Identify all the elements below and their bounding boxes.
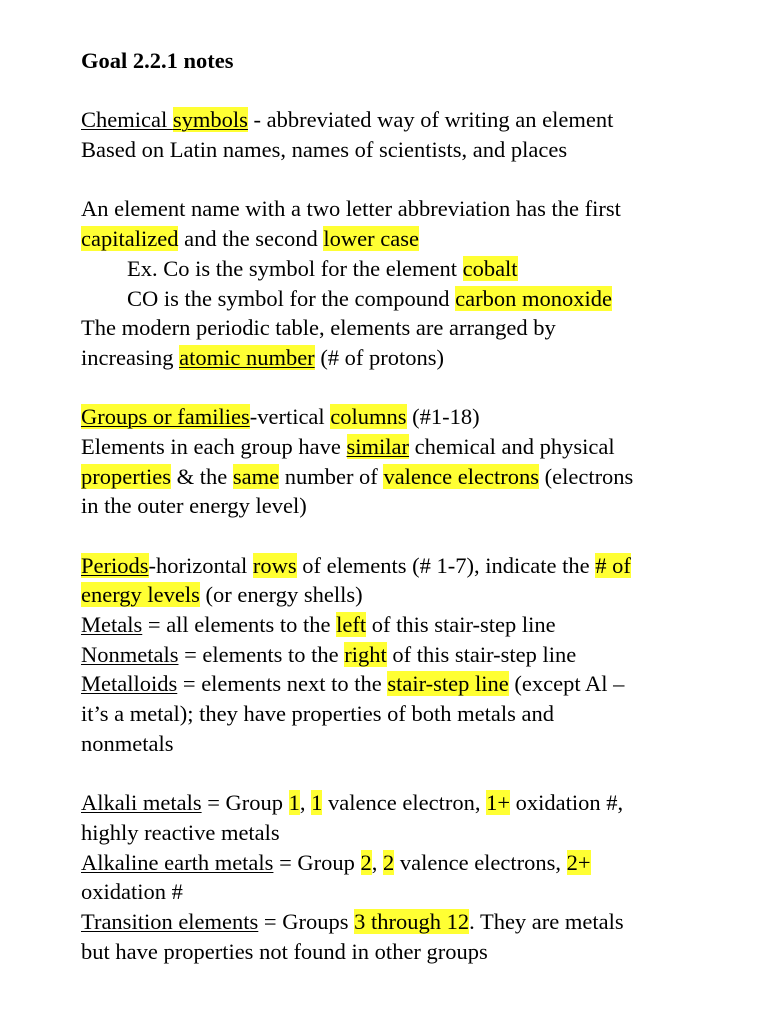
text-segment: & the [170,463,233,489]
text-segment: (or energy shells) [199,582,363,608]
text-segment: of this stair-step line [386,641,577,667]
text-segment: = all elements to the [142,612,337,638]
text-segment: . They are metals [469,908,624,934]
underlined-term: Transition elements [81,908,259,934]
text-segment: = Group [273,849,361,875]
note-line [81,224,741,254]
highlighted-term: columns [330,404,407,430]
note-line [81,254,741,284]
note-line [81,848,741,878]
text-segment: nonmetals [81,730,174,756]
note-line [81,877,741,907]
text-segment: chemical and physical [409,433,615,459]
blank-line [81,521,741,551]
highlighted-term: stair-step line [387,671,509,697]
highlighted-underlined-term: Periods [81,552,149,578]
notes-page [81,46,741,966]
note-line [81,284,741,314]
note-line [81,937,741,967]
highlighted-term: capitalized [81,226,179,252]
note-line [81,402,741,432]
text-segment: but have properties not found in other groups [81,938,488,964]
underlined-term: Metalloids [81,671,178,697]
blank-line [81,759,741,789]
text-segment: in the outer energy level) [81,493,307,519]
text-segment: of elements (# 1-7), indicate the [296,552,596,578]
text-segment: - abbreviated way of writing an element [247,107,614,133]
text-segment: (electrons [538,463,634,489]
highlighted-underlined-term: Groups or families [81,404,250,430]
underlined-term: Nonmetals [81,641,179,667]
note-line [81,669,741,699]
highlighted-underlined-term: similar [346,433,410,459]
note-line [81,729,741,759]
text-segment: = Group [201,790,289,816]
text-segment: The modern periodic table, elements are arranged by [81,315,556,341]
note-line [81,462,741,492]
note-line [81,105,741,135]
text-segment: Elements in each group have [81,433,347,459]
note-line [81,491,741,521]
text-segment: CO is the symbol for the compound [127,285,456,311]
text-segment: it’s a metal); they have properties of both metals and [81,701,554,727]
highlighted-term: carbon monoxide [455,285,612,311]
text-segment: (# of protons) [314,344,445,370]
note-line [81,788,741,818]
text-segment: increasing [81,344,180,370]
blank-line [81,165,741,195]
highlighted-term: same [232,463,280,489]
text-segment: , [299,790,312,816]
highlighted-term: # of [595,552,631,578]
highlighted-term: 2 [360,849,372,875]
highlighted-term: 1 [288,790,300,816]
highlighted-term: cobalt [462,255,518,281]
note-line [81,699,741,729]
blank-line [81,373,741,403]
highlighted-term: valence electrons [383,463,539,489]
highlighted-term: 2+ [566,849,591,875]
highlighted-term: 1 [311,790,323,816]
text-segment: = elements next to the [177,671,388,697]
text-segment: oxidation # [81,879,183,905]
note-line [81,610,741,640]
text-segment: highly reactive metals [81,819,280,845]
text-segment: (#1-18) [406,404,480,430]
highlighted-underlined-term: symbols [172,107,248,133]
underlined-term: Metals [81,612,143,638]
text-segment: , [371,849,383,875]
text-segment: valence electron, [322,790,487,816]
note-line [81,907,741,937]
spacer [81,76,741,106]
note-line [81,343,741,373]
text-segment: = elements to the [178,641,345,667]
note-line [81,640,741,670]
underlined-term: Alkaline earth metals [81,849,274,875]
highlighted-term: energy levels [81,582,200,608]
text-segment: -vertical [249,404,331,430]
text-segment: of this stair-step line [366,612,556,638]
highlighted-term: 2 [383,849,395,875]
text-segment: -horizontal [148,552,253,578]
notes-title: Goal 2.2.1 notes [81,48,234,73]
highlighted-term: right [344,641,387,667]
note-line [81,135,741,165]
text-segment: = Groups [258,908,355,934]
note-line [81,313,741,343]
highlighted-term: rows [252,552,297,578]
text-segment: and the second [178,226,324,252]
text-segment: valence electrons, [394,849,567,875]
note-line [81,194,741,224]
text-segment: An element name with a two letter abbreviation has the first [81,196,621,222]
underlined-term: Alkali metals [81,790,202,816]
highlighted-term: 1+ [486,790,511,816]
note-line [81,432,741,462]
underlined-term: Chemical [81,107,173,133]
note-line [81,580,741,610]
highlighted-term: lower case [323,226,419,252]
text-segment: number of [279,463,384,489]
notes-body [81,105,741,966]
highlighted-underlined-term: atomic number [179,344,315,370]
highlighted-term: properties [81,463,171,489]
highlighted-term: 3 through 12 [354,908,470,934]
text-segment: (except Al – [508,671,625,697]
text-segment: Ex. Co is the symbol for the element [127,255,463,281]
note-line [81,818,741,848]
text-segment: Based on Latin names, names of scientists, and places [81,137,568,163]
highlighted-term: left [336,612,367,638]
note-line [81,551,741,581]
text-segment: oxidation #, [510,790,624,816]
